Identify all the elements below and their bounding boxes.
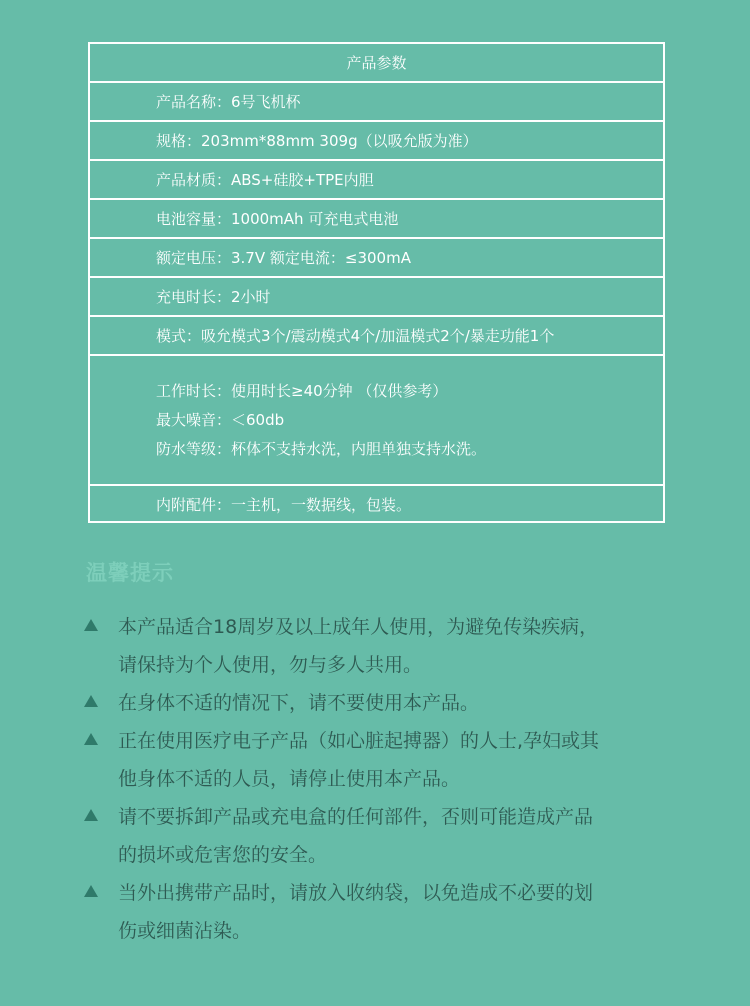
tip-line: 在身体不适的情况下，请不要使用本产品。 [118, 692, 480, 714]
tip-item [84, 798, 674, 874]
spec-row-voltage: 额定电压：3.7V 额定电流：≤300mA [90, 239, 663, 278]
tip-line: 请不要拆卸产品或充电盒的任何部件，否则可能造成产品 [118, 806, 594, 828]
tip-line: 正在使用医疗电子产品（如心脏起搏器）的人士,孕妇或其 [118, 730, 600, 752]
spec-row-battery: 电池容量：1000mAh 可充电式电池 [90, 200, 663, 239]
tips-list [84, 608, 674, 950]
triangle-bullet-icon [84, 733, 98, 745]
spec-row-accessories: 内附配件：一主机，一数据线，包装。 [156, 496, 412, 514]
tip-line: 本产品适合18周岁及以上成年人使用，为避免传染疾病， [118, 616, 599, 638]
tip-item [84, 684, 674, 722]
tip-line: 他身体不适的人员，请停止使用本产品。 [118, 768, 461, 790]
triangle-bullet-icon [84, 695, 98, 707]
tip-item [84, 722, 674, 798]
tip-item [84, 608, 674, 684]
product-spec-table [88, 42, 665, 523]
triangle-bullet-icon [84, 619, 98, 631]
spec-table-title: 产品参数 [90, 44, 663, 83]
spec-line-waterproof: 防水等级：杯体不支持水洗，内胆单独支持水洗。 [156, 439, 487, 458]
spec-row-modes: 模式：吸允模式3个/震动模式4个/加温模式2个/暴走功能1个 [90, 317, 663, 356]
triangle-bullet-icon [84, 809, 98, 821]
spec-row-name: 产品名称：6号飞机杯 [90, 83, 663, 122]
tip-line: 的损坏或危害您的安全。 [118, 844, 328, 866]
spec-line-noise: 最大噪音：＜60db [156, 410, 285, 429]
spec-row-material: 产品材质：ABS+硅胶+TPE内胆 [90, 161, 663, 200]
tip-line: 当外出携带产品时，请放入收纳袋，以免造成不必要的划 [118, 882, 594, 904]
tip-item [84, 874, 674, 950]
spec-row-charge-time: 充电时长：2小时 [90, 278, 663, 317]
tip-line: 伤或细菌沾染。 [118, 920, 252, 942]
tips-title: 温馨提示 [86, 561, 174, 585]
spec-row-multi [90, 356, 663, 486]
triangle-bullet-icon [84, 885, 98, 897]
tip-line: 请保持为个人使用，勿与多人共用。 [118, 654, 423, 676]
spec-row-size: 规格：203mm*88mm 309g（以吸允版为准） [90, 122, 663, 161]
spec-line-work-time: 工作时长：使用时长≥40分钟 （仅供参考） [156, 381, 448, 400]
